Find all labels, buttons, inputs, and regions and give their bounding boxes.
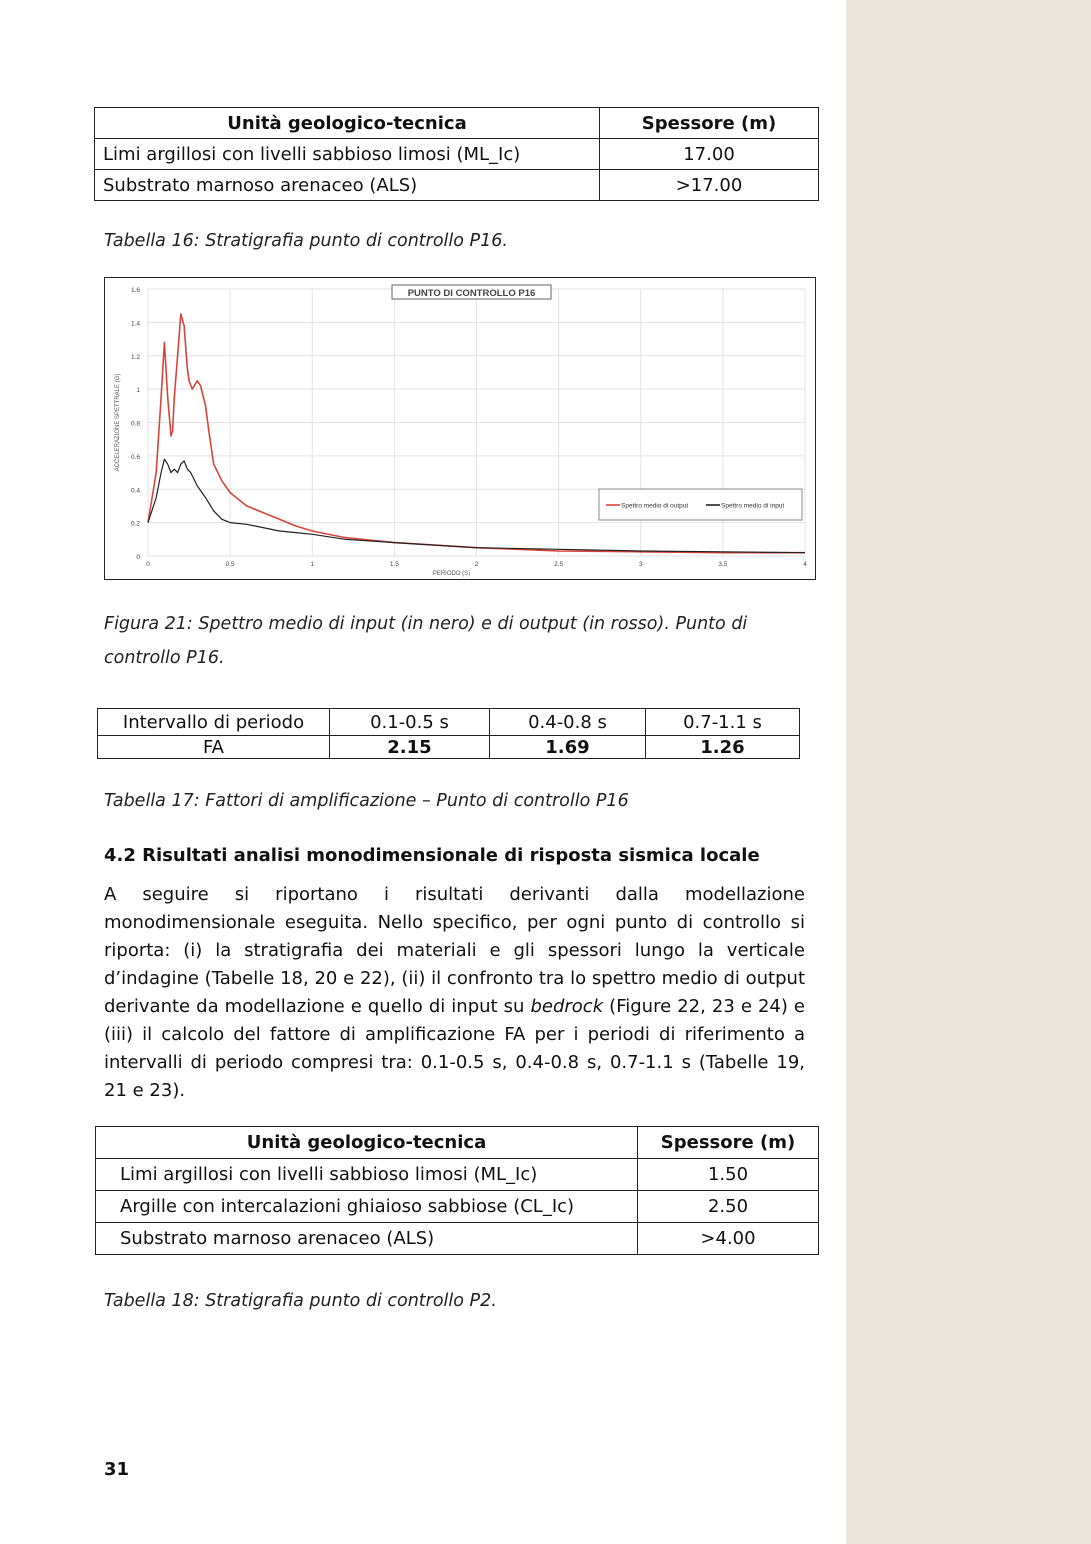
fa-value-3: 1.26 <box>646 736 800 759</box>
header-thickness: Spessore (m) <box>638 1127 819 1159</box>
table-16-caption: Tabella 16: Stratigrafia punto di controllo P16. <box>104 231 508 251</box>
y-tick-label: 1 <box>136 387 140 395</box>
cell-unit: Substrato marnoso arenaceo (ALS) <box>96 1223 638 1255</box>
cell-thickness: >17.00 <box>600 170 819 201</box>
cell-thickness: >4.00 <box>638 1223 819 1255</box>
figure-21-caption-line1: Figura 21: Spettro medio di input (in nero) e di output (in rosso). Punto di <box>104 614 748 634</box>
table-header-row <box>98 709 800 736</box>
table-header-row <box>96 1127 819 1159</box>
y-tick-label: 1.4 <box>130 320 140 328</box>
page-number: 31 <box>104 1459 130 1480</box>
chart-title: PUNTO DI CONTROLLO P16 <box>407 288 536 299</box>
paragraph-text-2: (Figure 22, 23 e 24) e (iii) il calcolo del fattore di amplificazione FA per i periodi di riferimento a intervalli di periodo compresi tra: 0.1-0.5 s, 0.4-0.8 s, 0.7-1.1 s (Tabelle 19, 21 e 23). <box>104 996 805 1101</box>
x-tick-label: 0 <box>146 561 150 568</box>
y-tick-label: 0.6 <box>130 453 140 461</box>
x-tick-label: 4 <box>803 561 807 568</box>
header-range-2: 0.4-0.8 s <box>490 709 646 736</box>
table-16 <box>94 107 819 201</box>
x-tick-label: 2.5 <box>554 561 564 568</box>
x-tick-label: 1.5 <box>389 561 399 568</box>
y-tick-label: 0 <box>136 554 140 561</box>
table-18 <box>95 1126 819 1255</box>
cell-thickness: 1.50 <box>638 1159 819 1191</box>
x-tick-label: 0.5 <box>225 561 235 568</box>
table-row <box>98 736 800 759</box>
cell-thickness: 2.50 <box>638 1191 819 1223</box>
cell-unit: Limi argillosi con livelli sabbioso limosi (ML_Ic) <box>95 139 600 170</box>
table-18-caption: Tabella 18: Stratigrafia punto di controllo P2. <box>104 1291 497 1311</box>
paragraph-text-1: A seguire si riportano i risultati derivanti dalla modellazione monodimensionale eseguita. Nello specifico, per ogni punto di controllo si riporta: (i) la stratigrafia dei materiali e gli spessori lungo la verticale d’indagine (Tabelle 18, 20 e 22), (ii) il confronto tra lo spettro medio di output derivante da modellazione e quello di input su <box>104 884 805 1017</box>
y-tick-label: 0.4 <box>130 487 140 495</box>
fa-value-2: 1.69 <box>490 736 646 759</box>
table-header-row <box>95 108 819 139</box>
page-margin-band <box>846 0 1091 1544</box>
header-thickness: Spessore (m) <box>600 108 819 139</box>
y-tick-label: 0.2 <box>130 520 140 528</box>
y-axis-label: ACCELERAZIONE SPETTRALE (G) <box>115 373 121 472</box>
cell-unit: Substrato marnoso arenaceo (ALS) <box>95 170 600 201</box>
paragraph-italic-term: bedrock <box>530 996 604 1017</box>
y-tick-label: 1.2 <box>130 353 140 361</box>
header-unit: Unità geologico-tecnica <box>95 108 600 139</box>
spectrum-chart <box>105 278 815 579</box>
fa-value-1: 2.15 <box>330 736 490 759</box>
header-unit: Unità geologico-tecnica <box>96 1127 638 1159</box>
section-heading: 4.2 Risultati analisi monodimensionale di risposta sismica locale <box>104 845 760 866</box>
legend-label: Spettro medio di input <box>721 502 785 510</box>
x-axis-label: PERIODO (S) <box>432 571 471 577</box>
header-range-1: 0.1-0.5 s <box>330 709 490 736</box>
header-range-3: 0.7-1.1 s <box>646 709 800 736</box>
figure-21-caption-line2: controllo P16. <box>104 648 225 668</box>
table-row <box>95 139 819 170</box>
section-paragraph <box>104 881 805 1105</box>
header-interval: Intervallo di periodo <box>98 709 330 736</box>
table-row <box>96 1191 819 1223</box>
table-row <box>96 1159 819 1191</box>
table-row <box>95 170 819 201</box>
y-tick-label: 0.8 <box>130 420 140 428</box>
table-17 <box>97 708 800 759</box>
x-tick-label: 2 <box>474 561 479 568</box>
row-label-fa: FA <box>98 736 330 759</box>
x-tick-label: 3 <box>638 561 643 568</box>
x-tick-label: 1 <box>310 561 315 568</box>
x-tick-label: 3.5 <box>718 561 728 568</box>
cell-unit: Argille con intercalazioni ghiaioso sabbiose (CL_Ic) <box>96 1191 638 1223</box>
cell-unit: Limi argillosi con livelli sabbioso limosi (ML_Ic) <box>96 1159 638 1191</box>
table-17-caption: Tabella 17: Fattori di amplificazione – Punto di controllo P16 <box>104 791 629 811</box>
cell-thickness: 17.00 <box>600 139 819 170</box>
legend-label: Spettro medio di output <box>621 502 689 510</box>
table-row <box>96 1223 819 1255</box>
figure-21-chart <box>104 277 816 580</box>
y-tick-label: 1.6 <box>130 287 140 294</box>
